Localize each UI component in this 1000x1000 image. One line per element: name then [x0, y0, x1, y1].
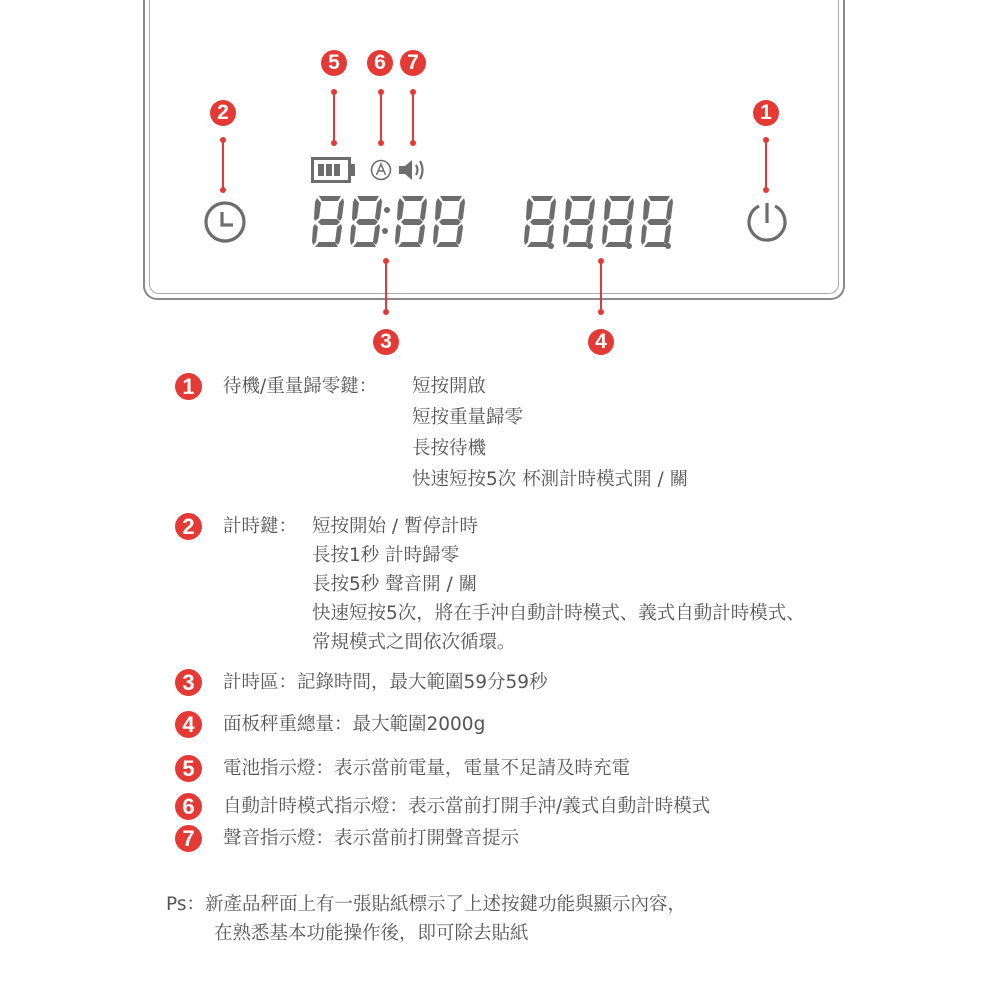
legend-text: 電池指示燈：表示當前電量，電量不足請及時充電 [223, 758, 631, 779]
timer-display [310, 193, 470, 249]
legend-line: 長按待機 [412, 438, 487, 459]
legend-badge: 2 [175, 513, 202, 540]
weight-display [522, 193, 692, 253]
callout-badge-4: 4 [588, 329, 614, 355]
callout-badge-7: 7 [400, 50, 426, 76]
callout-badge-1: 1 [753, 100, 779, 126]
callout-line-4 [600, 261, 602, 311]
power-icon[interactable] [744, 197, 790, 245]
note-line-2: 在熟悉基本功能操作後，即可除去貼紙 [214, 923, 529, 944]
callout-dot [220, 187, 226, 193]
legend-text: 自動計時模式指示燈：表示當前打開手沖/義式自動計時模式 [223, 796, 711, 817]
legend-title: 計時鍵： [223, 516, 298, 537]
callout-line-6 [380, 92, 382, 143]
callout-badge-5: 5 [321, 50, 347, 76]
callout-line-5 [333, 92, 335, 143]
callout-dot [383, 309, 389, 315]
legend-line: 常規模式之間依次循環。 [312, 632, 516, 653]
legend-badge: 4 [175, 711, 202, 738]
callout-line-7 [412, 92, 414, 143]
legend-text: 計時區：記錄時間，最大範圍59分59秒 [223, 672, 548, 693]
callout-dot [763, 187, 769, 193]
callout-line-1 [765, 140, 767, 190]
legend-line: 長按5秒 聲音開 / 關 [312, 574, 478, 595]
legend-title: 待機/重量歸零鍵： [223, 376, 378, 397]
auto-mode-icon [370, 159, 392, 181]
callout-dot [378, 140, 384, 146]
speaker-icon [398, 157, 428, 183]
legend-line: 短按重量歸零 [412, 407, 524, 428]
callout-badge-2: 2 [210, 100, 236, 126]
legend-line: 快速短按5次 杯測計時模式開 / 關 [412, 469, 689, 490]
legend-line: 短按開啟 [412, 376, 487, 397]
legend-text: 聲音指示燈：表示當前打開聲音提示 [223, 828, 520, 849]
clock-icon[interactable] [203, 200, 247, 244]
sticker-note [166, 890, 686, 948]
legend-line: 長按1秒 計時歸零 [312, 545, 460, 566]
battery-icon [311, 157, 357, 183]
callout-dot [598, 309, 604, 315]
note-line-1: Ps：新產品秤面上有一張貼紙標示了上述按鍵功能與顯示內容， [166, 894, 686, 915]
legend-badge: 6 [175, 793, 202, 820]
legend-line: 短按開始 / 暫停計時 [312, 516, 478, 537]
callout-line-3 [385, 261, 387, 311]
legend-badge: 5 [175, 755, 202, 782]
callout-line-2 [222, 140, 224, 190]
legend-line: 快速短按5次，將在手沖自動計時模式、義式自動計時模式、 [312, 603, 805, 624]
callout-badge-6: 6 [367, 50, 393, 76]
callout-dot [410, 140, 416, 146]
legend-badge: 3 [175, 669, 202, 696]
callout-dot [331, 140, 337, 146]
legend-text: 面板秤重總量：最大範圍2000g [223, 714, 486, 735]
scale-panel-inner-outline [149, 0, 839, 294]
legend-badge: 7 [175, 825, 202, 852]
callout-badge-3: 3 [373, 329, 399, 355]
legend-badge: 1 [175, 373, 202, 400]
